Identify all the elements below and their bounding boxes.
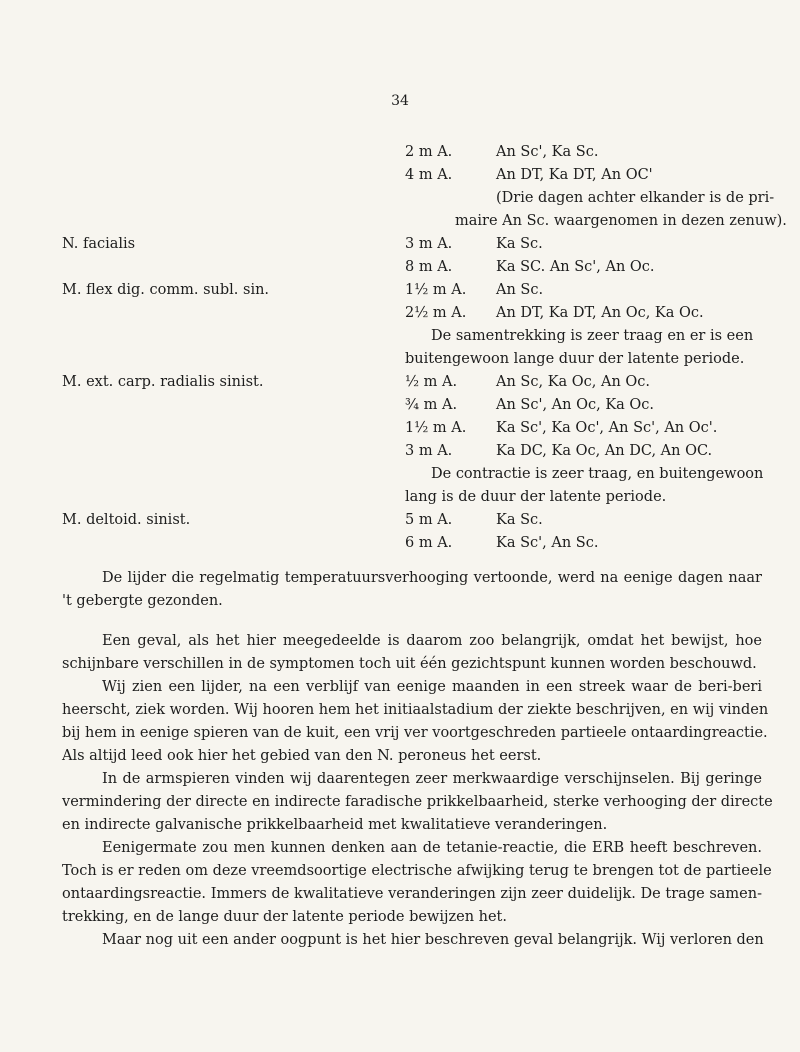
time-cell: 5 m A.: [405, 512, 453, 528]
text-line: De lijder die regelmatig temperatuursverhooging vertoonde, werd na eenige dagen naar: [102, 570, 762, 586]
text-line: Maar nog uit een ander oogpunt is het hier beschreven geval belangrijk. Wij verloren den: [102, 932, 764, 948]
paragraph: [62, 768, 773, 837]
text-line: Eenigermate zou men kunnen denken aan de tetanie-reactie, die ERB heeft beschreven.: [102, 840, 762, 856]
time-cell: 6 m A.: [405, 535, 453, 551]
paragraph: [62, 929, 762, 952]
text-line: ontaardingsreactie. Immers de kwalitatieve veranderingen zijn zeer duidelijk. De trage samen-: [62, 885, 762, 902]
time-cell: 2 m A.: [405, 144, 453, 160]
paragraph: [62, 837, 772, 929]
muscle-label: M. deltoid. sinist.: [62, 512, 191, 528]
text-line: trekking, en de lange duur der latente periode bewijzen het.: [62, 908, 507, 925]
text-line: en indirecte galvanische prikkelbaarheid met kwalitatieve veranderingen.: [62, 816, 608, 833]
result-cell: Ka Sc.: [496, 512, 543, 528]
text-line: Een geval, als het hier meegedeelde is daarom zoo belangrijk, omdat het bewijst, hoe: [102, 633, 762, 649]
time-cell: 8 m A.: [405, 259, 453, 275]
text-line: vermindering der directe en indirecte faradische prikkelbaarheid, sterke verhooging der directe: [62, 793, 773, 810]
text-line: bij hem in eenige spieren van de kuit, een vrij ver voortgeschreden partieele ontaardingreactie.: [62, 724, 768, 741]
paragraph: [62, 630, 762, 676]
time-cell: ¾ m A.: [405, 397, 458, 413]
result-cell: An Sc', An Oc, Ka Oc.: [496, 397, 655, 413]
result-cell: An Sc.: [496, 282, 544, 298]
note-line: lang is de duur der latente periode.: [405, 489, 667, 505]
result-cell: Ka SC. An Sc', An Oc.: [496, 259, 655, 275]
note-line: De contractie is zeer traag, en buitengewoon: [431, 466, 764, 482]
text-line: Als altijd leed ook hier het gebied van den N. peroneus het eerst.: [62, 747, 542, 764]
time-cell: 3 m A.: [405, 236, 453, 252]
result-cell: An DT, Ka DT, An OC': [496, 167, 653, 183]
muscle-label: M. ext. carp. radialis sinist.: [62, 374, 264, 390]
time-cell: 1½ m A.: [405, 282, 467, 298]
time-cell: 1½ m A.: [405, 420, 467, 436]
result-cell: Ka Sc', Ka Oc', An Sc', An Oc'.: [496, 420, 718, 436]
result-cell: Ka Sc', An Sc.: [496, 535, 599, 551]
note-line: maire An Sc. waargenomen in dezen zenuw).: [455, 213, 787, 229]
text-line: schijnbare verschillen in de symptomen toch uit één gezichtspunt kunnen worden beschouwd.: [62, 655, 757, 672]
note-line: (Drie dagen achter elkander is de pri-: [496, 190, 775, 206]
page-number: 34: [391, 93, 409, 109]
paragraph: [62, 567, 762, 613]
result-cell: Ka Sc.: [496, 236, 543, 252]
result-cell: An DT, Ka DT, An Oc, Ka Oc.: [496, 305, 704, 321]
time-cell: 2½ m A.: [405, 305, 467, 321]
text-line: Toch is er reden om deze vreemdsoortige electrische afwijking terug te brengen tot de partieele: [62, 862, 772, 879]
text-line: In de armspieren vinden wij daarentegen zeer merkwaardige verschijnselen. Bij geringe: [102, 771, 762, 787]
muscle-label: N. facialis: [62, 236, 136, 252]
result-cell: An Sc, Ka Oc, An Oc.: [496, 374, 651, 390]
muscle-label: M. flex dig. comm. subl. sin.: [62, 282, 270, 298]
time-cell: 4 m A.: [405, 167, 453, 183]
result-cell: An Sc', Ka Sc.: [496, 144, 599, 160]
text-line: 't gebergte gezonden.: [62, 592, 223, 609]
text-line: Wij zien een lijder, na een verblijf van eenige maanden in een streek waar de beri-beri: [102, 679, 762, 695]
note-line: De samentrekking is zeer traag en er is een: [431, 328, 754, 344]
time-cell: ½ m A.: [405, 374, 458, 390]
text-line: heerscht, ziek worden. Wij hooren hem het initiaalstadium der ziekte beschrijven, en wij vinden: [62, 701, 769, 718]
paragraph: [62, 676, 769, 768]
result-cell: Ka DC, Ka Oc, An DC, An OC.: [496, 443, 713, 459]
time-cell: 3 m A.: [405, 443, 453, 459]
note-line: buitengewoon lange duur der latente periode.: [405, 351, 745, 367]
